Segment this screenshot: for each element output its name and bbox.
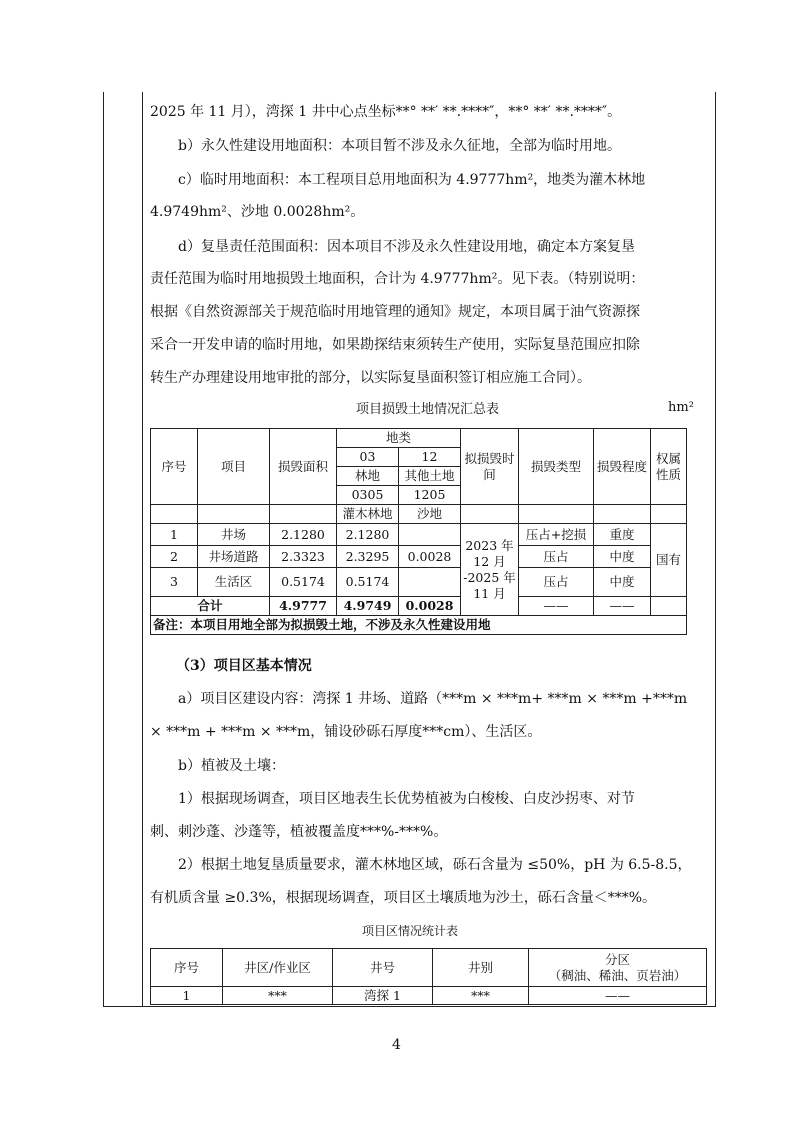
row3-seq: 3	[151, 568, 198, 597]
table1-unit: hm²	[668, 400, 694, 415]
paragraph-reclaim-scope-2: 责任范围为临时用地损毁土地面积，合计为 4.9777hm²。见下表。（特别说明：	[150, 271, 645, 287]
row1-area: 2.1280	[270, 524, 337, 546]
section-heading: （3）项目区基本情况	[176, 658, 312, 674]
table1-title: 项目损毁土地情况汇总表	[356, 402, 500, 417]
th-landclass: 地类	[337, 429, 461, 448]
th-code-03: 03	[337, 448, 399, 467]
th-blank-degree	[594, 505, 651, 524]
total-shrub: 4.9749	[337, 597, 399, 616]
paragraph-reclaim-scope-5: 转生产办理建设用地审批的部分，以实际复垦面积签订相应施工合同）。	[150, 370, 591, 386]
th-blank-item	[198, 505, 270, 524]
land-damage-table	[150, 428, 687, 635]
t2-th-seq: 序号	[151, 949, 223, 987]
total-row	[151, 597, 687, 616]
th-code-12: 12	[399, 448, 461, 467]
row1-type: 压占+挖损	[519, 524, 594, 546]
paragraph-vegetation-cont: 刺、刺沙蓬、沙蓬等，植被覆盖度***%-***%。	[150, 824, 448, 840]
th-forest: 林地	[337, 467, 399, 486]
table-row	[151, 568, 687, 597]
row1-degree: 重度	[594, 524, 651, 546]
t2-th-zone: 井区/作业区	[223, 949, 333, 987]
total-type: ——	[519, 597, 594, 616]
paragraph-temporary-land-cont: 4.9749hm²、沙地 0.0028hm²。	[150, 204, 365, 220]
t2-th-welltype: 井别	[433, 949, 529, 987]
table-row	[151, 524, 687, 546]
total-degree: ——	[594, 597, 651, 616]
paragraph-permanent-land: b）永久性建设用地面积：本项目暂不涉及永久征地，全部为临时用地。	[178, 138, 621, 154]
project-area-table	[150, 948, 707, 1005]
time-cell: 2023 年 12 月 -2025 年 11 月	[461, 524, 519, 616]
row3-shrub: 0.5174	[337, 568, 399, 597]
total-owner-blank	[651, 597, 687, 616]
t2-welltype: ***	[433, 987, 529, 1005]
th-ownership: 权属性质	[651, 429, 687, 505]
th-damage-type: 损毁类型	[519, 429, 594, 505]
row2-item: 井场道路	[198, 546, 270, 568]
th-item: 项目	[198, 429, 270, 505]
table1-note: 备注：本项目用地全部为拟损毁土地，不涉及永久性建设用地	[151, 616, 687, 635]
paragraph-construction-cont: × ***m + ***m × ***m，铺设砂砾石厚度***cm）、生活区。	[150, 724, 542, 740]
form-column-divider	[142, 92, 143, 1006]
t2-th-wellno: 井号	[333, 949, 433, 987]
th-blank-type	[519, 505, 594, 524]
row2-area: 2.3323	[270, 546, 337, 568]
row1-seq: 1	[151, 524, 198, 546]
paragraph-soil: 2）根据土地复垦质量要求，灌木林地区域，砾石含量为 ≤50%，pH 为 6.5-8.5，	[178, 857, 692, 873]
t2-th-district-sub: （稠油、稀油、页岩油）	[548, 967, 687, 983]
th-area: 损毁面积	[270, 429, 337, 505]
table-row	[151, 546, 687, 568]
paragraph-construction: a）项目区建设内容：湾探 1 井场、道路（***m × ***m+ ***m × ***m +***m	[178, 691, 688, 707]
t2-th-district-label: 分区	[604, 951, 630, 967]
table2-title: 项目区情况统计表	[362, 924, 459, 938]
t2-th-district	[529, 949, 707, 987]
paragraph-reclaim-scope-3: 根据《自然资源部关于规范临时用地管理的通知》规定，本项目属于油气资源探	[150, 304, 640, 320]
row2-seq: 2	[151, 546, 198, 568]
total-label: 合计	[151, 597, 270, 616]
th-blank-area	[270, 505, 337, 524]
row3-area: 0.5174	[270, 568, 337, 597]
row1-shrub: 2.1280	[337, 524, 399, 546]
th-sand: 沙地	[399, 505, 461, 524]
ownership-cell: 国有	[651, 524, 687, 597]
paragraph-vegetation-heading: b）植被及土壤：	[178, 758, 285, 774]
paragraph-soil-cont: 有机质含量 ≥0.3%，根据现场调查，项目区土壤质地为沙土，砾石含量＜***%。	[150, 890, 657, 906]
paragraph-coordinates: 2025 年 11 月），湾探 1 井中心点坐标**° **′ **.****″，**° **′ **.****″。	[150, 104, 622, 120]
paragraph-reclaim-scope-4: 采合一开发申请的临时用地，如果勘探结束须转生产使用，实际复垦范围应扣除	[150, 337, 640, 353]
th-seq: 序号	[151, 429, 198, 505]
th-other-land: 其他土地	[399, 467, 461, 486]
row2-degree: 中度	[594, 546, 651, 568]
total-area: 4.9777	[270, 597, 337, 616]
t2-wellno: 湾探 1	[333, 987, 433, 1005]
t2-district: ——	[529, 987, 707, 1005]
paragraph-temporary-land: c）临时用地面积：本工程项目总用地面积为 4.9777hm²，地类为灌木林地	[178, 172, 646, 188]
page-number: 4	[392, 1037, 401, 1053]
th-blank-owner	[651, 505, 687, 524]
th-time: 拟损毁时间	[461, 429, 519, 505]
paragraph-vegetation: 1）根据现场调查，项目区地表生长优势植被为白梭梭、白皮沙拐枣、对节	[178, 791, 635, 807]
th-damage-degree: 损毁程度	[594, 429, 651, 505]
row2-sand: 0.0028	[399, 546, 461, 568]
th-shrub: 灌木林地	[337, 505, 399, 524]
th-blank-seq	[151, 505, 198, 524]
paragraph-reclaim-scope: d）复垦责任范围面积：因本项目不涉及永久性建设用地，确定本方案复垦	[178, 239, 635, 255]
total-sand: 0.0028	[399, 597, 461, 616]
row3-type: 压占	[519, 568, 594, 597]
row3-degree: 中度	[594, 568, 651, 597]
row3-sand	[399, 568, 461, 597]
t2-zone: ***	[223, 987, 333, 1005]
row3-item: 生活区	[198, 568, 270, 597]
t2-seq: 1	[151, 987, 223, 1005]
th-blank-time	[461, 505, 519, 524]
th-code-0305: 0305	[337, 486, 399, 505]
row2-shrub: 2.3295	[337, 546, 399, 568]
table-row	[151, 987, 707, 1005]
th-code-1205: 1205	[399, 486, 461, 505]
row1-item: 井场	[198, 524, 270, 546]
row1-sand	[399, 524, 461, 546]
row2-type: 压占	[519, 546, 594, 568]
